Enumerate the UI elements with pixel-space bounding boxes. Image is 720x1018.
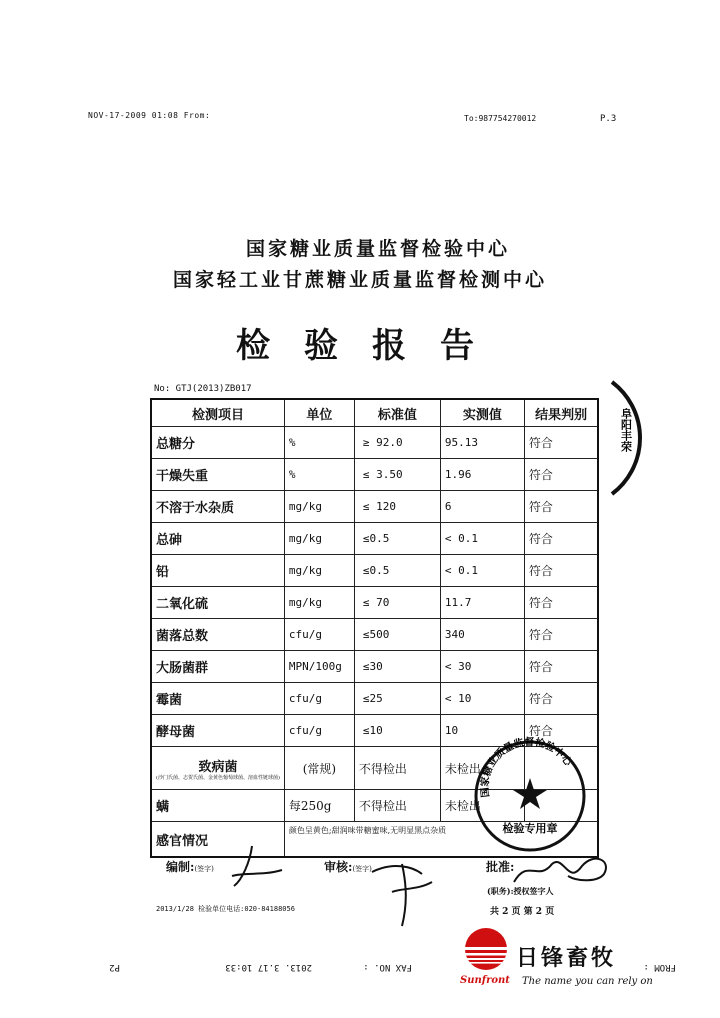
cell-measured: < 0.1 [440, 555, 524, 587]
fax-header-page: P.3 [600, 114, 617, 124]
page-count: 共 2 页 第 2 页 [490, 907, 555, 917]
cell-measured: 1.96 [440, 459, 524, 491]
cell-unit: (常规) [284, 747, 354, 790]
cell-measured: 11.7 [440, 587, 524, 619]
cell-standard: ≤ 70 [354, 587, 440, 619]
cell-unit: 每250g [284, 790, 354, 822]
authority-title: (职务):授权签字人 [487, 886, 554, 896]
cell-standard: ≤ 3.50 [354, 459, 440, 491]
cell-result: 符合 [524, 459, 598, 491]
pathogen-label: 致病菌 [198, 759, 238, 775]
seal-text: 国家糖业质量监督检验中心 [479, 737, 574, 798]
approved-by: 批准: [486, 860, 515, 874]
cell-standard: 不得检出 [354, 747, 440, 790]
signature-compiler-icon [222, 842, 292, 892]
cell-standard: ≤0.5 [354, 523, 440, 555]
cell-item-pathogen [151, 747, 284, 790]
cell-result: 符合 [524, 491, 598, 523]
cell-result: 符合 [524, 715, 598, 747]
fax-footer-page: P2 [109, 962, 120, 972]
fax-footer-datetime: 2013. 3.17 10:33 [225, 962, 312, 972]
cell-result: 符合 [524, 619, 598, 651]
table-row [151, 587, 598, 619]
report-number: No: GTJ(2013)ZB017 [154, 384, 252, 394]
table-row [151, 555, 598, 587]
cell-measured: 未检出 [440, 790, 524, 822]
cell-item: 螨 [151, 790, 284, 822]
cell-item: 大肠菌群 [151, 651, 284, 683]
cell-measured: < 10 [440, 683, 524, 715]
table-row [151, 619, 598, 651]
cell-measured: < 0.1 [440, 523, 524, 555]
cell-standard: ≤ 120 [354, 491, 440, 523]
cell-standard: ≥ 92.0 [354, 427, 440, 459]
cell-unit: mg/kg [284, 491, 354, 523]
brand-slogan: The name you can rely on [522, 976, 653, 987]
cell-measured: 340 [440, 619, 524, 651]
brand-name-en: Sunfront [460, 975, 510, 986]
cell-measured: 未检出 [440, 747, 524, 790]
table-row [151, 491, 598, 523]
brand-name-cn: 日锋畜牧 [516, 946, 617, 971]
cell-result: 符合 [524, 555, 598, 587]
col-header-measured: 实测值 [440, 399, 524, 427]
cell-standard: ≤500 [354, 619, 440, 651]
table-row [151, 523, 598, 555]
table-header-row [151, 399, 598, 427]
sunfront-logo-icon [460, 927, 512, 975]
cell-unit: mg/kg [284, 523, 354, 555]
cell-result: 符合 [524, 427, 598, 459]
report-title: 检验报告 [236, 326, 508, 366]
cell-unit: cfu/g [284, 619, 354, 651]
cell-item: 总砷 [151, 523, 284, 555]
cell-measured: < 30 [440, 651, 524, 683]
table-row [151, 427, 598, 459]
fax-header-to: To:987754270012 [464, 114, 537, 123]
cell-item: 二氧化硫 [151, 587, 284, 619]
cell-organoleptic-value: 颜色呈黄色;甜润味带糖蜜味,无明显黑点杂质 [284, 822, 598, 858]
cell-unit: mg/kg [284, 587, 354, 619]
cell-result: 符合 [524, 651, 598, 683]
address-line: 2013/1/28 检验单位电话:020-84188056 [156, 905, 295, 913]
cell-standard: ≤0.5 [354, 555, 440, 587]
signature-reviewer-icon [362, 852, 442, 932]
cell-unit: MPN/100g [284, 651, 354, 683]
cell-item: 干燥失重 [151, 459, 284, 491]
cell-item: 酵母菌 [151, 715, 284, 747]
reviewed-label: 审核: [324, 860, 353, 874]
cell-item: 总糖分 [151, 427, 284, 459]
side-stamp-icon [608, 378, 648, 498]
fax-footer-faxno: FAX NO. : [363, 962, 412, 972]
cell-item: 菌落总数 [151, 619, 284, 651]
official-seal-icon [470, 736, 590, 856]
seal-center-text: 检验专用章 [502, 822, 558, 835]
cell-standard: 不得检出 [354, 790, 440, 822]
cell-standard: ≤30 [354, 651, 440, 683]
fax-footer-from: FROM : [643, 962, 676, 972]
cell-unit: cfu/g [284, 715, 354, 747]
pathogen-sub-note: (沙门氏菌、志贺氏菌、金黄色葡萄球菌、溶血性链球菌) [156, 774, 280, 781]
reviewed-sub: (签字) [352, 865, 372, 873]
cell-item: 铅 [151, 555, 284, 587]
cell-item: 霉菌 [151, 683, 284, 715]
cell-item: 感官情况 [151, 822, 284, 858]
table-row [151, 651, 598, 683]
col-header-result: 结果判别 [524, 399, 598, 427]
col-header-unit: 单位 [284, 399, 354, 427]
compiled-sub: (签字) [194, 865, 214, 873]
cell-unit: mg/kg [284, 555, 354, 587]
side-stamp-text: 阜阳丰荣 [619, 408, 633, 452]
table-row [151, 683, 598, 715]
table-row [151, 459, 598, 491]
cell-measured: 10 [440, 715, 524, 747]
cell-measured: 6 [440, 491, 524, 523]
org-name-1: 国家糖业质量监督检验中心 [245, 238, 510, 260]
compiled-label: 编制: [166, 860, 195, 874]
col-header-item: 检测项目 [151, 399, 284, 427]
cell-standard: ≤25 [354, 683, 440, 715]
cell-result: 符合 [524, 523, 598, 555]
fax-header-from: NOV-17-2009 01:08 From: [88, 111, 211, 120]
cell-result: 符合 [524, 587, 598, 619]
cell-unit: % [284, 427, 354, 459]
col-header-standard: 标准值 [354, 399, 440, 427]
compiled-by [166, 858, 214, 875]
cell-unit: % [284, 459, 354, 491]
cell-item: 不溶于水杂质 [151, 491, 284, 523]
cell-measured: 95.13 [440, 427, 524, 459]
org-name-2: 国家轻工业甘蔗糖业质量监督检测中心 [172, 269, 547, 291]
cell-unit: cfu/g [284, 683, 354, 715]
cell-standard: ≤10 [354, 715, 440, 747]
cell-result: 符合 [524, 683, 598, 715]
